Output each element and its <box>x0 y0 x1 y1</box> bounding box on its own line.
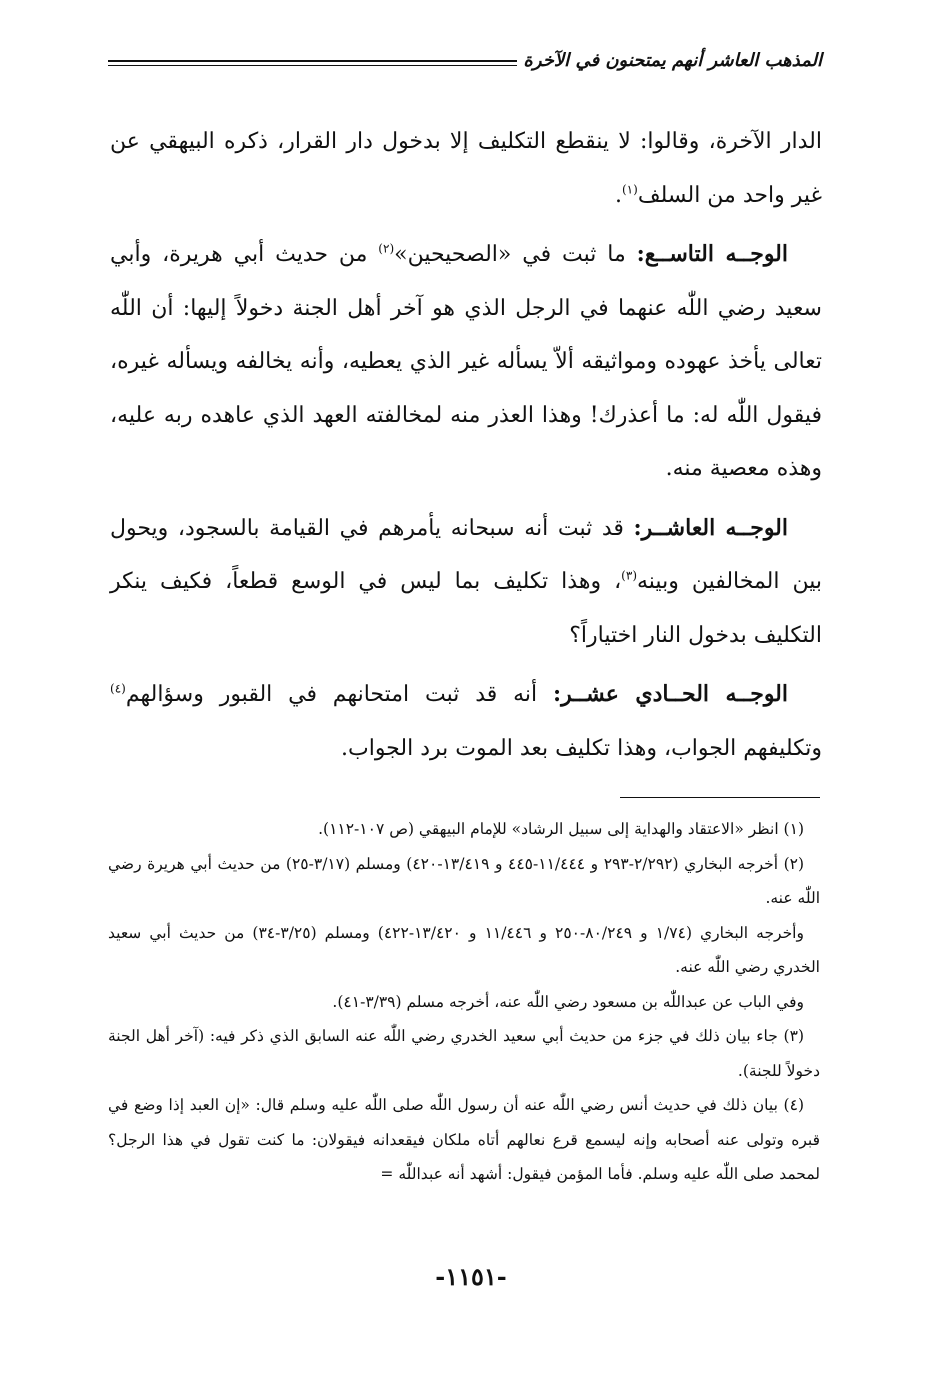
footnote-2-continued: وأخرجه البخاري (١/٧٤ و ٨٠/٢٤٩-٢٥٠ و ١١/٤٤٦ و ١٣/٤٢٠-٤٢٢) ومسلم (٣/٢٥-٣٤) من حديث أبي سعيد الخدري رضي اللّٰه عنه. <box>108 923 820 976</box>
footnote-1: (١) انظر «الاعتقاد والهداية إلى سبيل الرشاد» للإمام البيهقي (ص ١٠٧-١١٢). <box>318 820 804 838</box>
footnote-3: (٣) جاء بيان ذلك في جزء من حديث أبي سعيد الخدري رضي اللّٰه عنه السابق الذي ذكر فيه: (آخر أهل الجنة دخولاً للجنة). <box>108 1027 820 1080</box>
ninth-aspect-heading: الوجــه التاســع: <box>636 241 788 267</box>
paragraph-1-end: . <box>614 182 622 208</box>
eleventh-aspect-heading: الوجــه الحــادي عشــر: <box>552 681 788 707</box>
paragraph-tenth-aspect <box>110 502 822 663</box>
footnote-ref-1[interactable]: (١) <box>621 182 638 197</box>
eleventh-aspect-text-b: وتكليفهم الجواب، وهذا تكليف بعد الموت برد الجواب. <box>341 735 822 761</box>
footnote-2: (٢) أخرجه البخاري (٢/٢٩٢-٢٩٣ و ١١/٤٤٤-٤٤٥ و ١٣/٤١٩-٤٢٠) ومسلم (٣/١٧-٢٥) من حديث أبي هريرة رضي اللّٰه عنه. <box>108 854 820 907</box>
paragraph-eleventh-aspect <box>110 668 822 775</box>
footnote-separator <box>620 797 820 798</box>
ninth-aspect-text-b: من حديث أبي هريرة، وأبي سعيد رضي اللّٰه عنهما في الرجل الذي هو آخر أهل الجنة دخولاً إليها: أن اللّٰه تعالى يأخذ عهوده ومواثيقه ألاّ يسأله غير الذي يعطيه، وأنه يخالفه ويسأله غيره، فيقول اللّٰه له: ما أعذرك! وهذا العذر منه لمخالفته العهد الذي عاهده ربه عليه، وهذه معصية منه. <box>110 242 822 481</box>
page-number: -١١٥١- <box>435 1262 507 1291</box>
tenth-aspect-heading: الوجــه العاشــر: <box>633 514 788 541</box>
footnote-ref-4[interactable]: (٤) <box>110 681 126 696</box>
paragraph-ninth-aspect <box>110 228 822 496</box>
tenth-aspect-text-b: ، وهذا تكليف بما ليس في الوسع قطعاً، فكيف ينكر التكليف بدخول النار اختياراً؟ <box>110 569 822 648</box>
eleventh-aspect-text-a: أنه قد ثبت امتحانهم في القبور وسؤالهم <box>125 682 553 707</box>
paragraph-1-text: الدار الآخرة، وقالوا: لا ينقطع التكليف إلا بدخول دار القرار، ذكره البيهقي عن غير واحد من السلف <box>110 129 822 208</box>
footnote-4: (٤) بيان ذلك في حديث أنس رضي اللّٰه عنه أن رسول اللّٰه صلى اللّٰه عليه وسلم قال: «إن العبد إذا وضع في قبره وتولى عنه أصحابه وإنه ليسمع قرع نعالهم أتاه ملكان فيقعدانه فيقولان: ما كنت تقول في هذا الرجل؟ لمحمد صلى اللّٰه عليه وسلم. فأما المؤمن فيقول: أشهد أنه عبداللّٰه = <box>108 1096 820 1183</box>
paragraph-1 <box>110 115 822 222</box>
running-header <box>108 48 822 82</box>
footnotes <box>108 812 820 1192</box>
footnote-2-also: وفي الباب عن عبداللّٰه بن مسعود رضي اللّٰه عنه، أخرجه مسلم (٣/٣٩-٤١). <box>332 992 804 1011</box>
footnote-ref-2[interactable]: (٢) <box>378 241 395 256</box>
main-text <box>110 115 822 781</box>
running-header-title: المذهب العاشر أنهم يمتحنون في الآخرة <box>517 48 822 74</box>
footnote-ref-3[interactable]: (٣) <box>621 568 637 583</box>
ninth-aspect-text-a: ما ثبت في «الصحيحين» <box>394 242 637 267</box>
tenth-aspect-text-a: قد ثبت أنه سبحانه يأمرهم في القيامة بالسجود، ويحول بين المخالفين وبينه <box>110 515 822 594</box>
